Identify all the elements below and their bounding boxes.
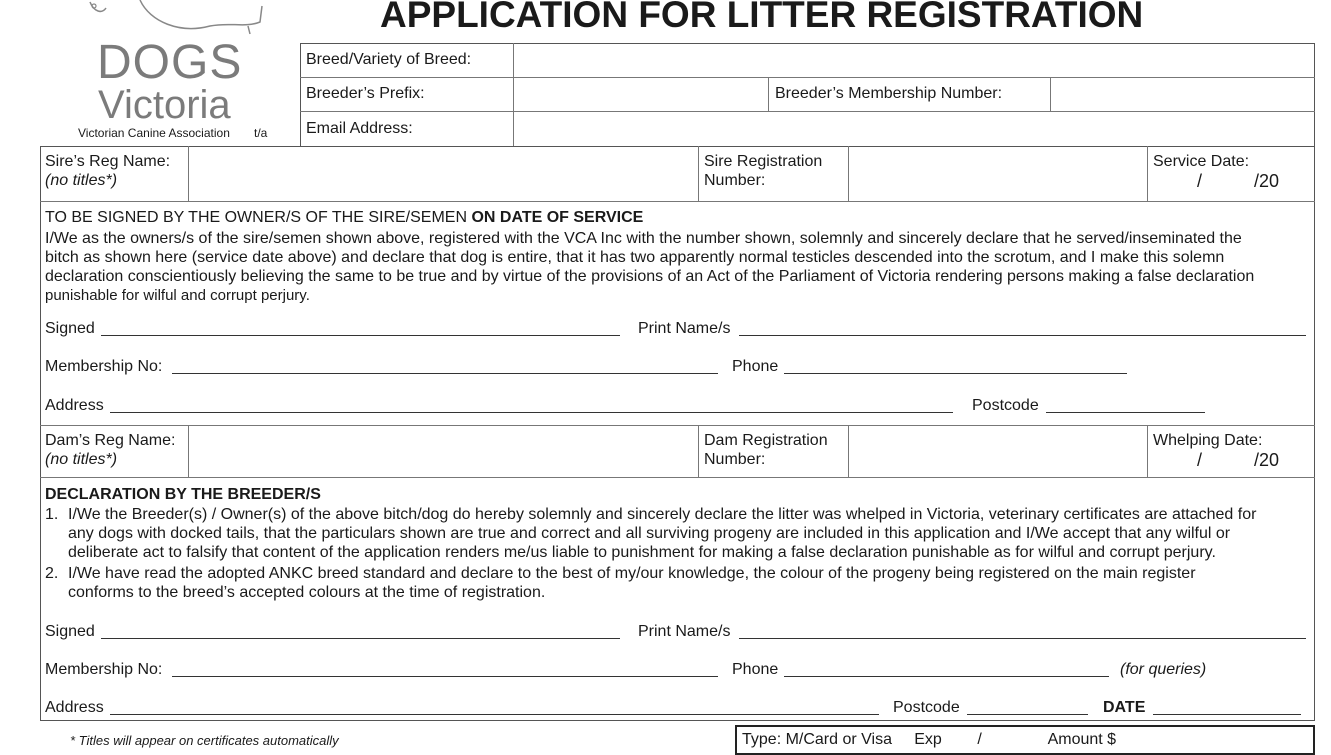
email-label: Email Address:: [306, 120, 413, 137]
sire-postcode-label: Postcode: [972, 397, 1039, 414]
dam-reg-number-label-2: Number:: [704, 451, 766, 468]
sire-reg-number-label-2: Number:: [704, 172, 766, 189]
form-title: APPLICATION FOR LITTER REGISTRATION: [380, 0, 1144, 35]
sire-address-line[interactable]: [110, 412, 953, 413]
breeder-signed-line[interactable]: [101, 638, 620, 639]
dam-no-titles: (no titles*): [45, 451, 118, 468]
service-date-label: Service Date:: [1153, 153, 1250, 170]
breeder-item-2-line-1: I/We have read the adopted ANKC breed standard and declare to the best of my/our knowledge, the colour of the progeny being registered on the main register: [68, 565, 1196, 582]
dam-reg-name-input[interactable]: [190, 427, 696, 475]
sire-declaration-heading: [45, 208, 643, 227]
sire-print-name-label: Print Name/s: [638, 320, 731, 337]
breeder-address-label: Address: [45, 699, 104, 716]
breeder-declaration-heading: DECLARATION BY THE BREEDER/S: [45, 486, 321, 503]
whelping-date-label: Whelping Date:: [1153, 432, 1263, 449]
breeder-postcode-label: Postcode: [893, 699, 960, 716]
sire-reg-number-input[interactable]: [850, 148, 1145, 199]
breeder-phone-line[interactable]: [784, 676, 1109, 677]
sire-membership-label: Membership No:: [45, 358, 163, 375]
sire-signed-line[interactable]: [101, 335, 620, 336]
sire-decl-line-1: I/We as the owners/s of the sire/semen shown above, registered with the VCA Inc with the number shown, solemnly and sincerely declare that he served/inseminated the: [45, 230, 1242, 247]
whelping-date-slash: /: [1197, 450, 1203, 470]
logo-brand-line2: Victoria: [98, 83, 231, 127]
sire-phone-line[interactable]: [784, 373, 1127, 374]
breeder-item-1-line-3: deliberate act to falsify that content of the application renders me/us liable to punishment for making a false declaration punishable as for wilful and corrupt perjury.: [68, 544, 1216, 561]
logo-subtitle: Victorian Canine Association: [78, 126, 230, 140]
breeder-phone-label: Phone: [732, 661, 779, 678]
dam-reg-number-input[interactable]: [850, 427, 1145, 475]
prefix-input[interactable]: [515, 79, 766, 110]
sire-address-label: Address: [45, 397, 104, 414]
sire-decl-line-3: declaration conscientiously believing the same to be true and by virtue of the provisions of an Act of the Parliament of Victoria rendering persons making a false declaration: [45, 268, 1255, 285]
sire-heading-bold: ON DATE OF SERVICE: [471, 209, 644, 226]
breeder-item-1-line-2: any dogs with docked tails, that the particulars shown are true and correct and all surviving progeny are included in this application and I/We accept that any wilful or: [68, 525, 1231, 542]
breeder-date-label: DATE: [1103, 699, 1146, 716]
breeder-item-2-line-2: conforms to the breed’s accepted colours at the time of registration.: [68, 584, 546, 601]
email-input[interactable]: [515, 113, 1313, 145]
sire-reg-name-input[interactable]: [190, 148, 696, 199]
breeder-item-1-line-1: I/We the Breeder(s) / Owner(s) of the above bitch/dog do hereby solemnly and sincerely declare the litter was whelped in Victoria, veterinary certificates are attached for: [68, 506, 1257, 523]
dam-reg-name-label: Dam’s Reg Name:: [45, 432, 176, 449]
breeder-membership-line[interactable]: [172, 676, 718, 677]
dam-reg-number-label: Dam Registration: [704, 432, 828, 449]
breeder-item-2-num: 2.: [45, 565, 59, 582]
sire-print-name-line[interactable]: [739, 335, 1306, 336]
sire-postcode-line[interactable]: [1046, 412, 1205, 413]
sire-no-titles: (no titles*): [45, 172, 118, 189]
breeder-print-name-line[interactable]: [739, 638, 1306, 639]
service-date-slash: /: [1197, 171, 1203, 191]
breeder-postcode-line[interactable]: [967, 714, 1088, 715]
service-date-input[interactable]: [1150, 170, 1310, 198]
sire-phone-label: Phone: [732, 358, 779, 375]
sire-signed-label: Signed: [45, 320, 95, 337]
whelping-date-input[interactable]: [1150, 449, 1310, 475]
sire-decl-line-4: punishable for wilful and corrupt perjury.: [45, 287, 310, 304]
logo-brand-line1: DOGS: [97, 36, 243, 89]
sire-decl-line-2: bitch as shown here (service date above) and declare that dog is entire, that it has two apparently normal testicles descended into the scrotum, and I make this solemn: [45, 249, 1225, 266]
membership-number-input[interactable]: [1052, 79, 1313, 110]
membership-number-label: Breeder’s Membership Number:: [775, 85, 1003, 102]
breeder-item-1-num: 1.: [45, 506, 59, 523]
sire-membership-line[interactable]: [172, 373, 718, 374]
prefix-label: Breeder’s Prefix:: [306, 85, 425, 102]
breeder-signed-label: Signed: [45, 623, 95, 640]
breeder-address-line[interactable]: [110, 714, 879, 715]
payment-text: Type: M/Card or Visa Exp / Amount $: [742, 731, 1117, 748]
sire-reg-number-label: Sire Registration: [704, 153, 823, 170]
whelping-date-year: /20: [1254, 450, 1280, 470]
logo-ta: t/a: [254, 126, 268, 140]
dog-silhouette-icon: [80, 0, 270, 36]
breeder-membership-label: Membership No:: [45, 661, 163, 678]
for-queries-note: (for queries): [1120, 661, 1207, 678]
breeder-date-line[interactable]: [1153, 714, 1301, 715]
breed-input[interactable]: [515, 45, 1313, 76]
breeder-print-name-label: Print Name/s: [638, 623, 731, 640]
service-date-year: /20: [1254, 171, 1280, 191]
sire-reg-name-label: Sire’s Reg Name:: [45, 153, 171, 170]
sire-heading-normal: TO BE SIGNED BY THE OWNER/S OF THE SIRE/SEMEN: [45, 209, 472, 226]
titles-footnote: * Titles will appear on certificates automatically: [70, 733, 339, 748]
breed-label: Breed/Variety of Breed:: [306, 51, 472, 68]
